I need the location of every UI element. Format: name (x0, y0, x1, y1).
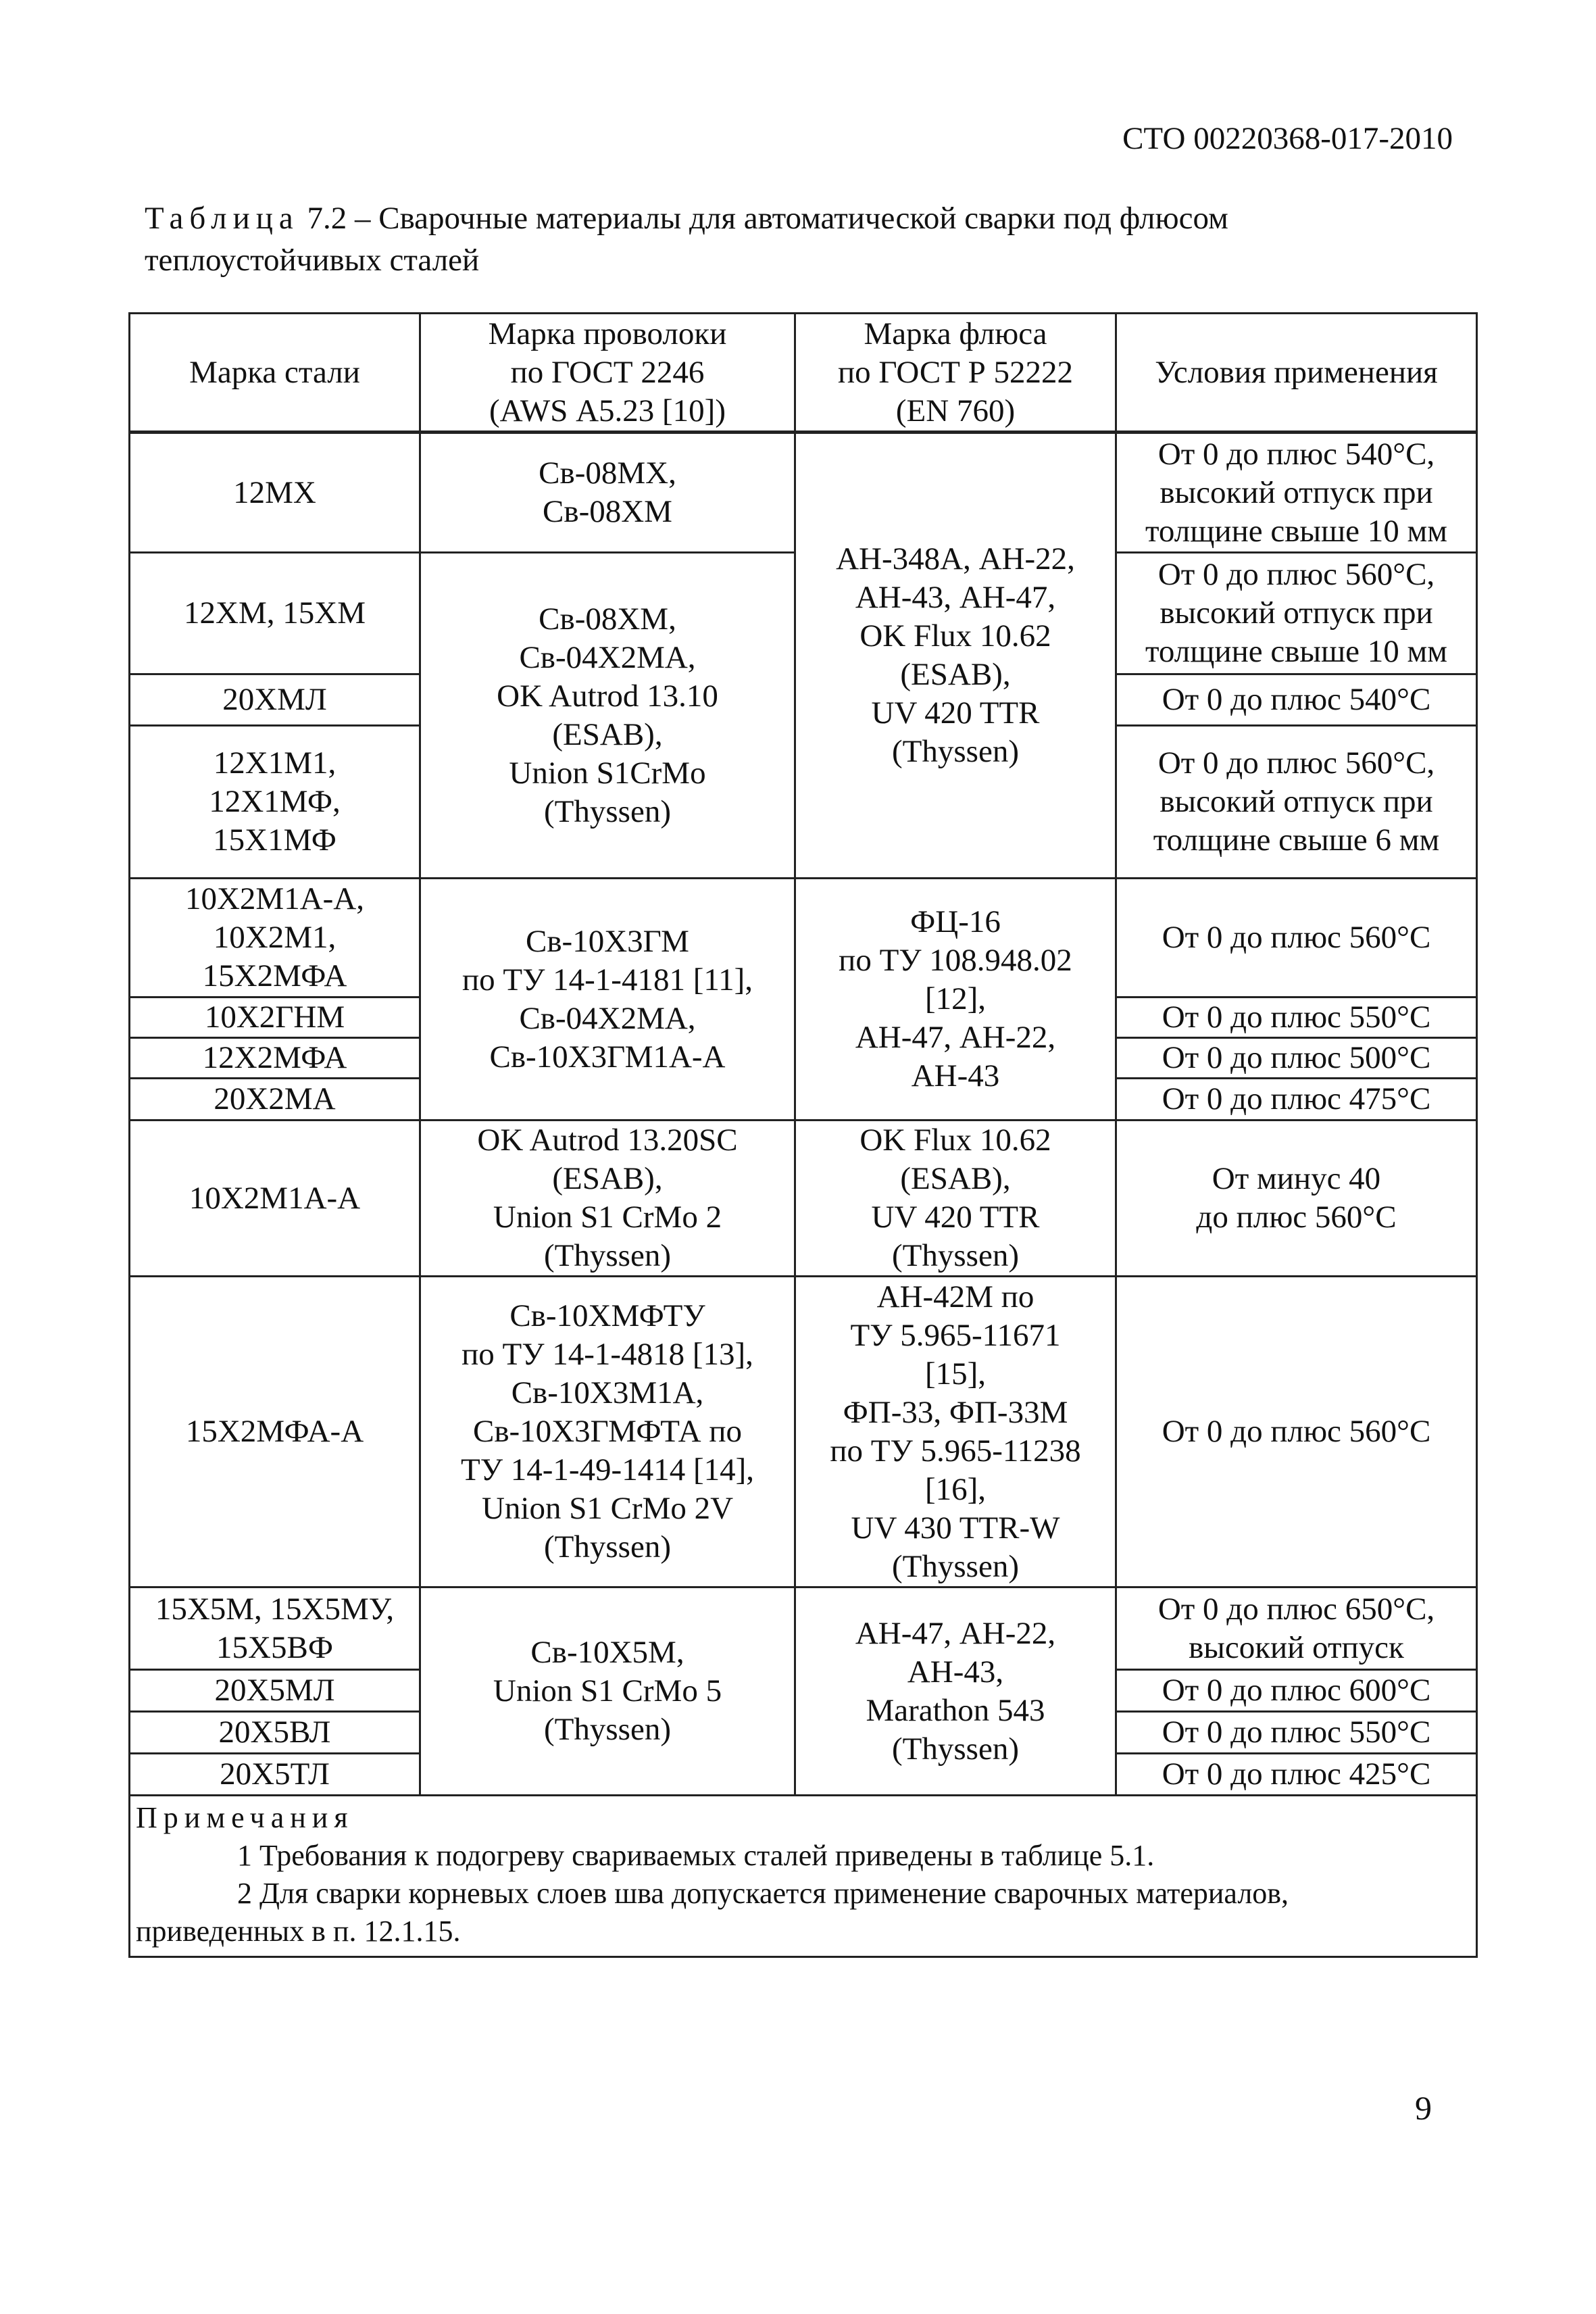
notes-row (130, 1796, 1477, 1957)
note-item: 1 Требования к подогреву свариваемых сталей приведены в таблице 5.1. (237, 1839, 1155, 1872)
table-row (130, 1121, 1477, 1277)
conditions-cell: От 0 до плюс 475°С (1116, 1079, 1477, 1121)
table-header-row (130, 314, 1477, 433)
wire-grade-cell: Св-10Х5М, Union S1 CrMo 5 (Thyssen) (420, 1587, 795, 1796)
flux-grade-cell: АН-47, АН-22, АН-43, Marathon 543 (Thyssen) (795, 1587, 1116, 1796)
wire-grade-cell: Св-08МХ, Св-08ХМ (420, 433, 795, 553)
table-caption-text: 7.2 – Сварочные материалы для автоматической сварки под флюсом теплоустойчивых сталей (145, 201, 1228, 278)
flux-grade-cell: АН-42М по ТУ 5.965-11671 [15], ФП-33, ФП-33М по ТУ 5.965-11238 [16], UV 430 TTR-W (Thyssen) (795, 1277, 1116, 1587)
conditions-cell: От минус 40 до плюс 560°С (1116, 1121, 1477, 1277)
notes-title: Примечания (136, 1801, 354, 1834)
conditions-cell: От 0 до плюс 560°С (1116, 879, 1477, 998)
conditions-cell: От 0 до плюс 560°С (1116, 1277, 1477, 1587)
conditions-cell: От 0 до плюс 650°С, высокий отпуск (1116, 1587, 1477, 1670)
conditions-cell: От 0 до плюс 550°С (1116, 998, 1477, 1038)
steel-grade-cell: 20Х5МЛ (130, 1670, 420, 1712)
steel-grade-cell: 12Х2МФА (130, 1038, 420, 1079)
wire-grade-cell: Св-10Х3ГМ по ТУ 14-1-4181 [11], Св-04Х2МА, Св-10Х3ГМ1А-А (420, 879, 795, 1121)
page-number: 9 (1415, 2089, 1432, 2127)
note-item: 2 Для сварки корневых слоев шва допускается применение сварочных материалов, (237, 1877, 1289, 1910)
flux-grade-cell: OK Flux 10.62 (ESAB), UV 420 TTR (Thyssen) (795, 1121, 1116, 1277)
conditions-cell: От 0 до плюс 425°С (1116, 1754, 1477, 1796)
steel-grade-cell: 15Х5М, 15Х5МУ, 15Х5ВФ (130, 1587, 420, 1670)
notes-cell (130, 1796, 1477, 1957)
steel-grade-cell: 12МХ (130, 433, 420, 553)
steel-grade-cell: 10Х2М1А-А (130, 1121, 420, 1277)
conditions-cell: От 0 до плюс 500°С (1116, 1038, 1477, 1079)
steel-grade-cell: 10Х2ГНМ (130, 998, 420, 1038)
header-flux-grade: Марка флюса по ГОСТ Р 52222 (EN 760) (795, 314, 1116, 433)
steel-grade-cell: 10Х2М1А-А, 10Х2М1, 15Х2МФА (130, 879, 420, 998)
flux-grade-cell: АН-348А, АН-22, АН-43, АН-47, OK Flux 10.62 (ESAB), UV 420 TTR (Thyssen) (795, 433, 1116, 879)
table-row (130, 879, 1477, 998)
welding-materials-table (128, 312, 1478, 1958)
table-row (130, 1587, 1477, 1670)
table-caption-prefix: Таблица (145, 201, 299, 236)
steel-grade-cell: 12Х1М1, 12Х1МФ, 15Х1МФ (130, 726, 420, 879)
table-row (130, 433, 1477, 553)
table-caption (145, 197, 1428, 281)
steel-grade-cell: 20Х5ВЛ (130, 1712, 420, 1754)
steel-grade-cell: 20Х5ТЛ (130, 1754, 420, 1796)
steel-grade-cell: 15Х2МФА-А (130, 1277, 420, 1587)
steel-grade-cell: 20ХМЛ (130, 674, 420, 726)
conditions-cell: От 0 до плюс 550°С (1116, 1712, 1477, 1754)
header-steel-grade: Марка стали (130, 314, 420, 433)
flux-grade-cell: ФЦ-16 по ТУ 108.948.02 [12], АН-47, АН-22, АН-43 (795, 879, 1116, 1121)
document-code: СТО 00220368-017-2010 (1122, 121, 1453, 156)
wire-grade-cell: Св-10ХМФТУ по ТУ 14-1-4818 [13], Св-10Х3М1А, Св-10Х3ГМФТА по ТУ 14-1-49-1414 [14], Union S1 CrMo 2V (Thyssen) (420, 1277, 795, 1587)
steel-grade-cell: 20Х2МА (130, 1079, 420, 1121)
conditions-cell: От 0 до плюс 540°С, высокий отпуск при толщине свыше 10 мм (1116, 433, 1477, 553)
note-item-continuation: приведенных в п. 12.1.15. (136, 1915, 461, 1948)
wire-grade-cell: Св-08ХМ, Св-04Х2МА, OK Autrod 13.10 (ESAB), Union S1CrMo (Thyssen) (420, 553, 795, 879)
wire-grade-cell: OK Autrod 13.20SC (ESAB), Union S1 CrMo 2 (Thyssen) (420, 1121, 795, 1277)
conditions-cell: От 0 до плюс 540°С (1116, 674, 1477, 726)
conditions-cell: От 0 до плюс 560°С, высокий отпуск при толщине свыше 10 мм (1116, 553, 1477, 674)
header-conditions: Условия применения (1116, 314, 1477, 433)
conditions-cell: От 0 до плюс 560°С, высокий отпуск при толщине свыше 6 мм (1116, 726, 1477, 879)
steel-grade-cell: 12ХМ, 15ХМ (130, 553, 420, 674)
table-row (130, 1277, 1477, 1587)
conditions-cell: От 0 до плюс 600°С (1116, 1670, 1477, 1712)
header-wire-grade: Марка проволоки по ГОСТ 2246 (AWS А5.23 [10]) (420, 314, 795, 433)
